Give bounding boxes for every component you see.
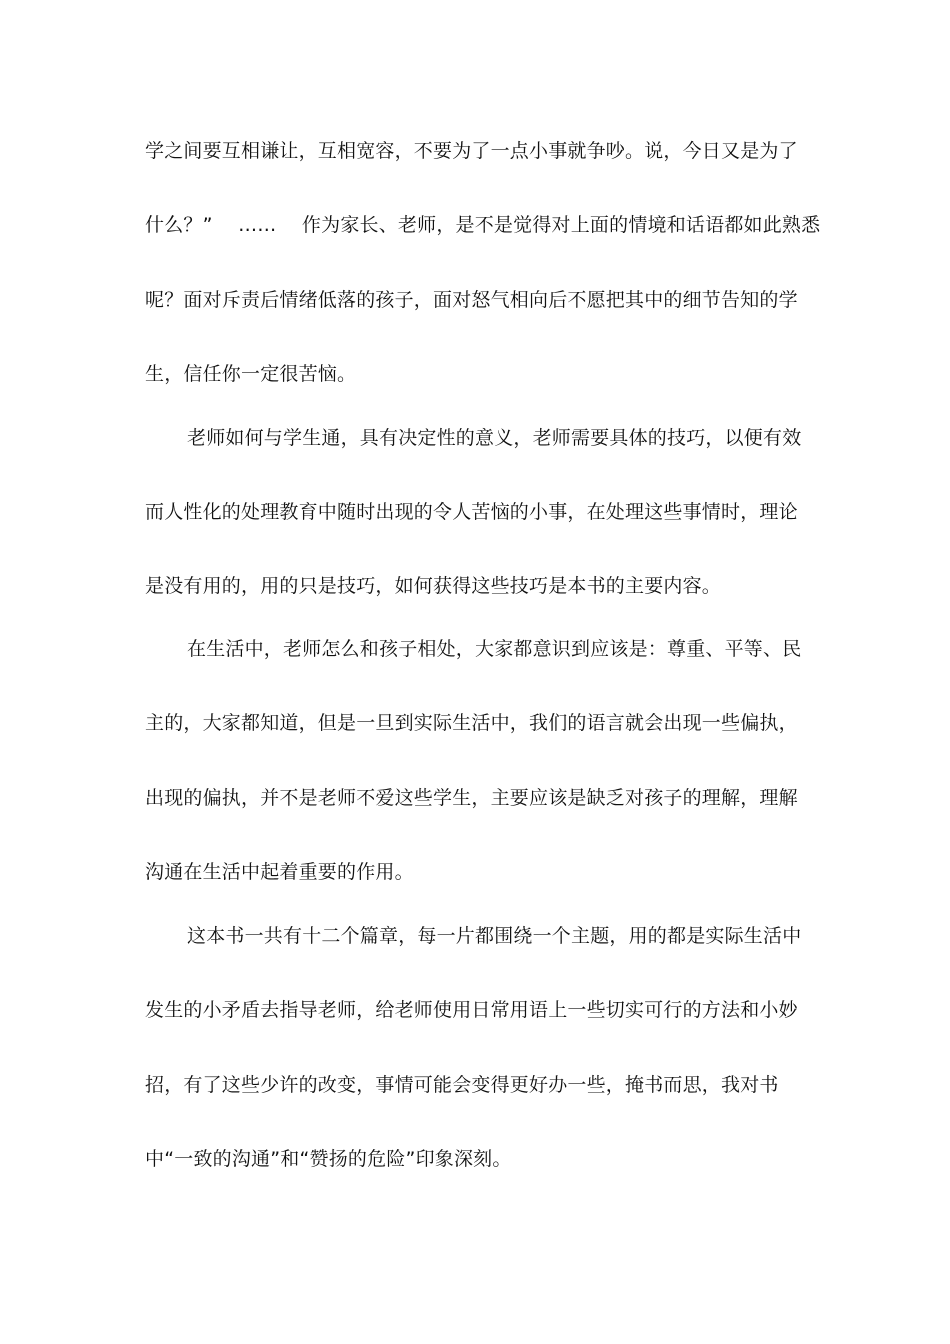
paragraph-3-line-1: 在生活中，老师怎么和孩子相处，大家都意识到应该是：尊重、平等、民 xyxy=(187,638,802,660)
paragraph-3-line-3: 出现的偏执，并不是老师不爱这些学生，主要应该是缺乏对孩子的理解，理解 xyxy=(145,787,798,809)
paragraph-3-line-4: 沟通在生活中起着重要的作用。 xyxy=(145,861,414,883)
paragraph-4-line-2: 发生的小矛盾去指导老师，给老师使用日常用语上一些切实可行的方法和小妙 xyxy=(145,999,798,1021)
paragraph-4-line-3: 招，有了这些少许的改变，事情可能会变得更好办一些，掩书而思，我对书 xyxy=(145,1074,779,1096)
text-line-2: 什么？” …… 作为家长、老师，是不是觉得对上面的情境和话语都如此熟悉 xyxy=(145,214,821,236)
text-line-4: 生，信任你一定很苦恼。 xyxy=(145,363,357,385)
paragraph-4-line-1: 这本书一共有十二个篇章，每一片都围绕一个主题，用的都是实际生活中 xyxy=(187,925,802,947)
paragraph-2-line-3: 是没有用的，用的只是技巧，如何获得这些技巧是本书的主要内容。 xyxy=(145,575,722,597)
paragraph-4-line-4: 中“一致的沟通”和“赞扬的危险”印象深刻。 xyxy=(145,1148,512,1170)
paragraph-2-line-1: 老师如何与学生通，具有决定性的意义，老师需要具体的技巧，以便有效 xyxy=(187,427,802,449)
paragraph-3-line-2: 主的，大家都知道，但是一旦到实际生活中，我们的语言就会出现一些偏执， xyxy=(145,712,798,734)
paragraph-2-line-2: 而人性化的处理教育中随时出现的令人苦恼的小事，在处理这些事情时，理论 xyxy=(145,501,798,523)
text-line-3: 呢？面对斥责后情绪低落的孩子，面对怒气相向后不愿把其中的细节告知的学 xyxy=(145,289,798,311)
text-line-1: 学之间要互相谦让，互相宽容，不要为了一点小事就争吵。说，今日又是为了 xyxy=(145,140,798,162)
